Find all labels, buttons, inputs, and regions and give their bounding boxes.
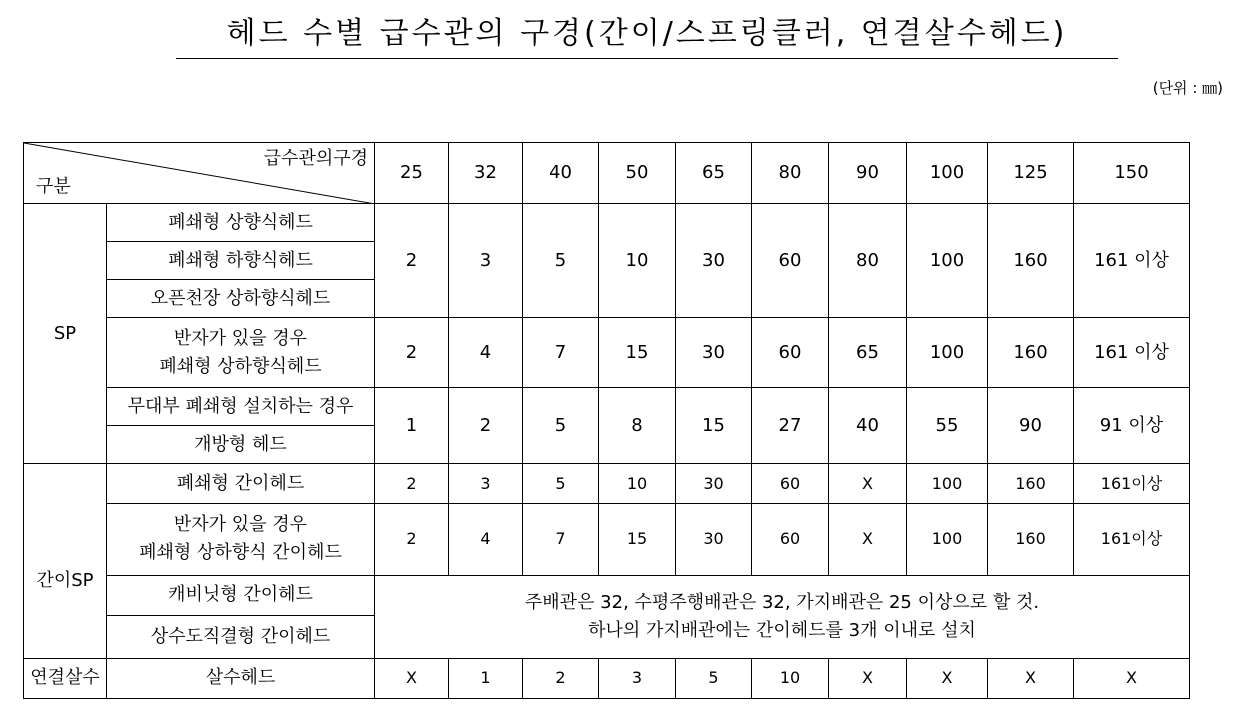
row-label: 폐쇄형 하향식헤드 xyxy=(107,242,375,280)
cell-value: 60 xyxy=(752,464,829,504)
cell-value: 1 xyxy=(449,658,523,698)
row-label: 폐쇄형 상향식헤드 xyxy=(107,204,375,242)
cell-value: 2 xyxy=(375,504,449,575)
row-label: 오픈천장 상하향식헤드 xyxy=(107,280,375,318)
row-axis-label: 구분 xyxy=(36,176,71,197)
row-label-line: 폐쇄형 상하향식 간이헤드 xyxy=(139,542,342,564)
cell-value: X xyxy=(375,658,449,698)
cell-value: 15 xyxy=(599,504,676,575)
cell-value: X xyxy=(829,504,907,575)
cell-value: 5 xyxy=(523,204,599,318)
size-header: 80 xyxy=(752,143,829,204)
cell-value: 91 이상 xyxy=(1074,388,1190,464)
size-header: 40 xyxy=(523,143,599,204)
size-header: 32 xyxy=(449,143,523,204)
header-row xyxy=(24,143,1190,204)
cell-value: 2 xyxy=(375,464,449,504)
cell-value: 27 xyxy=(752,388,829,464)
cell-value: 160 xyxy=(988,318,1074,388)
cell-value: 160 xyxy=(988,204,1074,318)
row-label: 개방형 헤드 xyxy=(107,426,375,464)
table-row xyxy=(24,575,1190,615)
cell-value: 15 xyxy=(676,388,752,464)
group-sp: SP xyxy=(24,204,107,464)
cell-value: 100 xyxy=(907,204,988,318)
row-label-line: 반자가 있을 경우 xyxy=(173,514,308,536)
row-label: 무대부 폐쇄형 설치하는 경우 xyxy=(107,388,375,426)
row-label xyxy=(107,318,375,388)
pipe-diameter-table xyxy=(23,142,1190,504)
pipe-diameter-table-lower xyxy=(23,504,1190,699)
row-label: 살수헤드 xyxy=(107,658,375,698)
cell-value: 80 xyxy=(829,204,907,318)
table-row xyxy=(24,204,1190,242)
cell-value: 161이상 xyxy=(1074,464,1190,504)
cell-value: 4 xyxy=(449,504,523,575)
note-line: 주배관은 32, 수평주행배관은 32, 가지배관은 25 이상으로 할 것. xyxy=(524,591,1040,613)
cell-value: X xyxy=(829,464,907,504)
cell-value: 5 xyxy=(523,388,599,464)
cell-value: 100 xyxy=(907,318,988,388)
cell-value: 161 이상 xyxy=(1074,204,1190,318)
cell-value: 30 xyxy=(676,318,752,388)
table-row xyxy=(24,504,1190,575)
group-gani-sp-top xyxy=(24,464,107,504)
table-row xyxy=(24,658,1190,698)
group-gani-sp: 간이SP xyxy=(24,504,107,658)
cell-value: 160 xyxy=(988,464,1074,504)
page-title: 헤드 수별 급수관의 구경(간이/스프링클러, 연결살수헤드) xyxy=(176,16,1118,59)
cell-value: 3 xyxy=(449,464,523,504)
cell-value: X xyxy=(829,658,907,698)
cell-value: 2 xyxy=(375,318,449,388)
size-header: 90 xyxy=(829,143,907,204)
size-header: 25 xyxy=(375,143,449,204)
cell-value: 60 xyxy=(752,204,829,318)
cell-value: 10 xyxy=(752,658,829,698)
cell-value: 65 xyxy=(829,318,907,388)
cell-value: 5 xyxy=(523,464,599,504)
table-row xyxy=(24,388,1190,426)
cell-value: 30 xyxy=(676,464,752,504)
row-label: 캐비닛형 간이헤드 xyxy=(107,575,375,615)
cell-value: 3 xyxy=(599,658,676,698)
table-row xyxy=(24,318,1190,388)
cell-value: X xyxy=(988,658,1074,698)
cell-value: 161 이상 xyxy=(1074,318,1190,388)
cell-value: 30 xyxy=(676,204,752,318)
group-yeongyeol: 연결살수 xyxy=(24,658,107,698)
cell-value: 160 xyxy=(988,504,1074,575)
row-label: 상수도직결형 간이헤드 xyxy=(107,615,375,658)
cell-value: X xyxy=(907,658,988,698)
cell-value: 7 xyxy=(523,318,599,388)
cell-value: 3 xyxy=(449,204,523,318)
cell-value: 4 xyxy=(449,318,523,388)
cell-value: 90 xyxy=(988,388,1074,464)
corner-header-cell xyxy=(24,143,375,204)
size-header: 125 xyxy=(988,143,1074,204)
cell-value: X xyxy=(1074,658,1190,698)
size-header: 50 xyxy=(599,143,676,204)
size-header: 65 xyxy=(676,143,752,204)
cell-value: 2 xyxy=(375,204,449,318)
cell-value: 1 xyxy=(375,388,449,464)
note-cell xyxy=(375,575,1190,658)
size-header: 150 xyxy=(1074,143,1190,204)
cell-value: 30 xyxy=(676,504,752,575)
cell-value: 5 xyxy=(676,658,752,698)
cell-value: 60 xyxy=(752,318,829,388)
cell-value: 2 xyxy=(523,658,599,698)
row-label xyxy=(107,504,375,575)
unit-label: (단위 : ㎜) xyxy=(1152,79,1223,97)
cell-value: 55 xyxy=(907,388,988,464)
cell-value: 2 xyxy=(449,388,523,464)
cell-value: 10 xyxy=(599,464,676,504)
table-row xyxy=(24,464,1190,504)
cell-value: 10 xyxy=(599,204,676,318)
row-label-line: 반자가 있을 경우 xyxy=(173,327,308,349)
column-axis-label: 급수관의구경 xyxy=(263,148,368,169)
cell-value: 161이상 xyxy=(1074,504,1190,575)
cell-value: 100 xyxy=(907,504,988,575)
cell-value: 60 xyxy=(752,504,829,575)
row-label: 폐쇄형 간이헤드 xyxy=(107,464,375,504)
size-header: 100 xyxy=(907,143,988,204)
cell-value: 100 xyxy=(907,464,988,504)
cell-value: 15 xyxy=(599,318,676,388)
cell-value: 7 xyxy=(523,504,599,575)
cell-value: 8 xyxy=(599,388,676,464)
cell-value: 40 xyxy=(829,388,907,464)
note-line: 하나의 가지배관에는 간이헤드를 3개 이내로 설치 xyxy=(588,619,976,641)
row-label-line: 폐쇄형 상하향식헤드 xyxy=(159,355,322,377)
